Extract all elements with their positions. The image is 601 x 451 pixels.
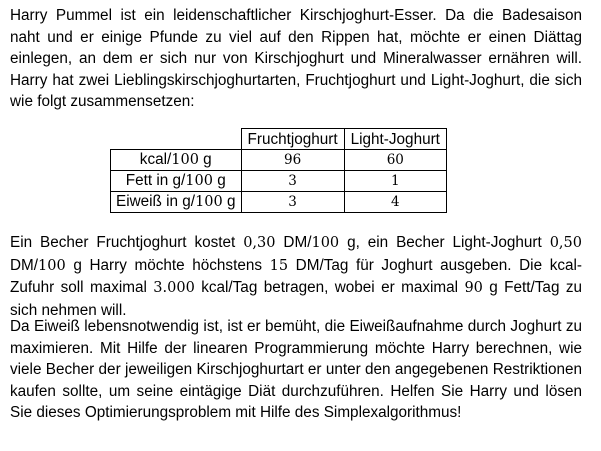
table-header-row <box>111 129 447 150</box>
text-span: Ein Becher Fruchtjoghurt kostet <box>10 234 244 251</box>
row-label-text: Fett in g/ <box>125 172 186 189</box>
text-span: g Harry möchte höchstens <box>65 256 270 274</box>
row-label-kcal <box>111 150 242 171</box>
row-label-unit: g <box>212 172 226 189</box>
text-span: kcal/Tag betragen, wobei er maximal <box>194 279 465 297</box>
table-row <box>111 171 447 192</box>
task-paragraph: Da Eiweiß lebensnotwendig ist, ist er bemüht, die Eiweißaufnahme durch Joghurt zu maximieren. Mit Hilfe der linearen Programmierung möchte Harry berechnen, wie viele Becher der jeweiligen Kirschjoghurtart er unter den angegebenen Restriktionen kaufen sollte, um seine eintägige Diät durchzuführen. Helfen Sie Harry und lösen Sie dieses Optimierungsproblem mit Hilfe des Simplexalgorithmus! <box>10 318 582 422</box>
table-cell: 3 <box>241 171 344 192</box>
text-span: g Fett/Tag zu sich nehmen will. <box>10 279 582 319</box>
row-label-unit: g <box>222 193 236 210</box>
table-cell: 4 <box>344 192 446 213</box>
table-corner-cell <box>111 129 242 150</box>
table-cell: 3 <box>241 192 344 213</box>
nutrition-table <box>110 128 447 213</box>
table-cell: 1 <box>344 171 446 192</box>
kcal-limit: 3.000 <box>153 280 195 297</box>
text-span: g, ein Becher Light-Joghurt <box>339 234 550 251</box>
row-label-text: kcal/ <box>139 151 172 168</box>
row-label-number: 100 <box>171 152 199 168</box>
row-label-fett <box>111 171 242 192</box>
price-light-joghurt: 0,50 <box>549 235 582 251</box>
column-header-light-joghurt: Light-Joghurt <box>344 129 446 150</box>
row-label-number: 100 <box>185 173 213 189</box>
constraints-paragraph <box>10 232 582 321</box>
number-span: 100 <box>38 257 66 274</box>
intro-paragraph: Harry Pummel ist ein leidenschaftlicher Kirschjoghurt-Esser. Da die Badesaison naht und er einige Pfunde zu viel auf den Rippen hat, möchte er einen Diättag einlegen, an dem er sich nur von Kirschjoghurt und Mineralwasser ernähren will. Harry hat zwei Lieblingskirschjoghurtarten, Fruchtjoghurt und Light-Joghurt, die sich wie folgt zusammensetzen: <box>10 7 582 111</box>
text-span: DM/Tag für Joghurt ausgeben. Die kcal-Zufuhr soll maximal <box>10 256 582 297</box>
number-span: 100 <box>311 235 340 251</box>
row-label-number: 100 <box>195 194 223 210</box>
table-row <box>111 150 447 171</box>
text-span: DM/ <box>10 256 39 274</box>
text-span: DM/ <box>275 234 312 251</box>
row-label-eiweiss <box>111 192 242 213</box>
column-header-fruchtjoghurt: Fruchtjoghurt <box>241 129 344 150</box>
row-label-unit: g <box>198 151 212 168</box>
table-cell: 60 <box>344 150 446 171</box>
row-label-text: Eiweiß in g/ <box>116 193 196 210</box>
fat-limit: 90 <box>464 280 483 297</box>
table-cell: 96 <box>241 150 344 171</box>
table-row <box>111 192 447 213</box>
price-fruchtjoghurt: 0,30 <box>243 235 276 251</box>
budget-limit: 15 <box>269 257 289 274</box>
